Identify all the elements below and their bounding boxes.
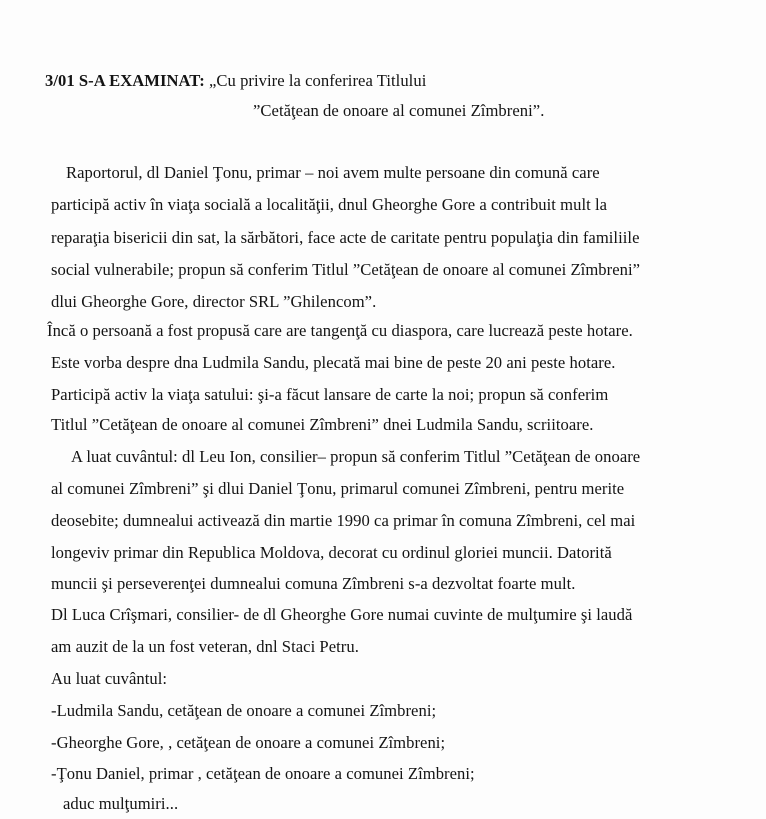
- paragraph-line: Au luat cuvântul:: [51, 669, 168, 688]
- agenda-number-label: 3/01 S-A EXAMINAT:: [45, 71, 205, 90]
- paragraph-line: Titlul ”Cetăţean de onoare al comunei Zîmbreni” dnei Ludmila Sandu, scriitoare.: [51, 415, 594, 434]
- paragraph-line: muncii şi perseverenţei dumnealui comuna Zîmbreni s-a dezvoltat foarte mult.: [51, 574, 576, 593]
- paragraph-line: deosebite; dumnealui activează din martie 1990 ca primar în comuna Zîmbreni, cel mai: [51, 511, 636, 530]
- agenda-subject-line-1: „Cu privire la conferirea Titlului: [208, 71, 427, 90]
- paragraph-line: reparaţia bisericii din sat, la sărbători, face acte de caritate pentru populaţia din familiile: [51, 228, 640, 247]
- list-item: -Ludmila Sandu, cetăţean de onoare a comunei Zîmbreni;: [51, 701, 437, 720]
- paragraph-line: Dl Luca Crîşmari, consilier- de dl Gheorghe Gore numai cuvinte de mulţumire şi laudă: [51, 605, 633, 624]
- paragraph-line: Este vorba despre dna Ludmila Sandu, plecată mai bine de peste 20 ani peste hotare.: [51, 353, 616, 372]
- paragraph-line: participă activ în viaţa socială a localităţii, dnul Gheorghe Gore a contribuit mult la: [51, 195, 608, 214]
- paragraph-line: aduc mulţumiri...: [63, 794, 179, 813]
- paragraph-line: Raportorul, dl Daniel Ţonu, primar – noi avem multe persoane din comună care: [66, 163, 600, 182]
- list-item: -Ţonu Daniel, primar , cetăţean de onoare a comunei Zîmbreni;: [51, 764, 475, 783]
- paragraph-line: A luat cuvântul: dl Leu Ion, consilier– propun să conferim Titlul ”Cetăţean de onoare: [71, 447, 641, 466]
- list-item: -Gheorghe Gore, , cetăţean de onoare a comunei Zîmbreni;: [51, 733, 446, 752]
- paragraph-line: Participă activ la viaţa satului: şi-a făcut lansare de carte la noi; propun să conferim: [51, 385, 609, 404]
- agenda-subject-line-2: ”Cetăţean de onoare al comunei Zîmbreni”.: [253, 101, 545, 120]
- paragraph-line: social vulnerabile; propun să conferim Titlul ”Cetăţean de onoare al comunei Zîmbreni”: [51, 260, 641, 279]
- paragraph-line: am auzit de la un fost veteran, dnl Staci Petru.: [51, 637, 359, 656]
- agenda-heading: [45, 71, 426, 91]
- paragraph-line: al comunei Zîmbreni” şi dlui Daniel Ţonu, primarul comunei Zîmbreni, pentru merite: [51, 479, 625, 498]
- paragraph-line: dlui Gheorghe Gore, director SRL ”Ghilencom”.: [51, 292, 377, 311]
- paragraph-line: Încă o persoană a fost propusă care are tangenţă cu diaspora, care lucrează peste hotare.: [47, 321, 633, 340]
- paragraph-line: longeviv primar din Republica Moldova, decorat cu ordinul gloriei muncii. Datorită: [51, 543, 612, 562]
